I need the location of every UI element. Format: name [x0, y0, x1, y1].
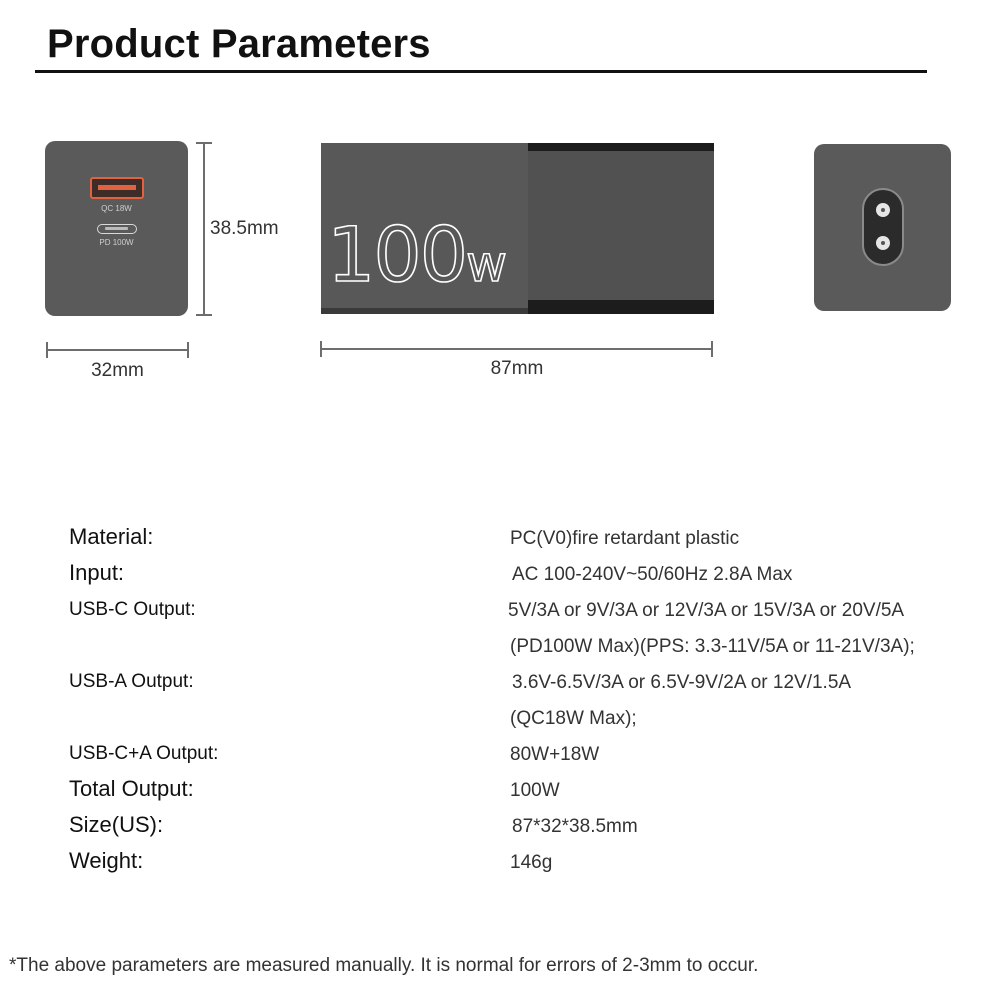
- spec-row-usb-a-output-cont: [69, 702, 969, 738]
- socket-pin-top: [876, 203, 890, 217]
- spec-key: Size(US):: [69, 812, 164, 837]
- side-body-right: [528, 143, 714, 314]
- spec-key: Total Output:: [69, 776, 194, 801]
- spec-value: 100W: [510, 780, 560, 801]
- width-dimension-label: 32mm: [91, 360, 144, 381]
- spec-row-size: [69, 810, 969, 846]
- width-dimension-cap-left: [46, 342, 48, 358]
- side-body-left-bottom-edge: [321, 308, 528, 314]
- usb-c-port-label: PD 100W: [99, 238, 134, 247]
- length-dimension-cap-left: [320, 341, 322, 357]
- length-dimension-line: [321, 348, 713, 350]
- height-dimension-cap-top: [196, 142, 212, 144]
- spec-row-input: [69, 558, 969, 594]
- height-dimension-cap-bottom: [196, 314, 212, 316]
- charger-side-view: [321, 143, 714, 314]
- usb-a-tongue: [98, 185, 136, 190]
- spec-value-continued: (PD100W Max)(PPS: 3.3-11V/5A or 11-21V/3A);: [510, 636, 915, 657]
- usb-a-port: [90, 177, 144, 199]
- socket-pin-bottom: [876, 236, 890, 250]
- usb-a-port-label: QC 18W: [101, 204, 132, 213]
- wattage-outline-text: [327, 210, 507, 299]
- spec-row-usb-ca-output: [69, 738, 969, 774]
- measurement-footnote: *The above parameters are measured manually. It is normal for errors of 2-3mm to occur.: [9, 955, 759, 976]
- spec-row-usb-a-output: [69, 666, 969, 702]
- spec-key: Material:: [69, 524, 154, 549]
- page-title: Product Parameters: [47, 22, 431, 66]
- spec-row-weight: [69, 846, 969, 882]
- wattage-unit: w: [466, 235, 507, 293]
- spec-row-total-output: [69, 774, 969, 810]
- charger-front-view: [45, 141, 188, 316]
- length-dimension-label: 87mm: [490, 358, 544, 379]
- spec-value: 146g: [510, 852, 553, 873]
- spec-value: 3.6V-6.5V/3A or 6.5V-9V/2A or 12V/1.5A: [512, 672, 852, 693]
- spec-value: 87*32*38.5mm: [512, 816, 638, 837]
- spec-value: AC 100-240V~50/60Hz 2.8A Max: [512, 564, 793, 585]
- spec-value: 80W+18W: [510, 744, 600, 765]
- side-body-right-bottom-edge: [528, 300, 714, 314]
- side-body-right-top-edge: [528, 143, 714, 151]
- spec-key: Weight:: [69, 848, 144, 873]
- length-dimension-cap-right: [711, 341, 713, 357]
- ac-socket-icon: [862, 188, 904, 266]
- spec-value: PC(V0)fire retardant plastic: [510, 528, 740, 549]
- spec-key: USB-C Output:: [69, 599, 196, 620]
- wattage-number: 100: [327, 210, 467, 299]
- spec-value-continued: (QC18W Max);: [510, 708, 637, 729]
- spec-key: USB-A Output:: [69, 671, 194, 692]
- spec-table: [69, 522, 969, 882]
- spec-value: 5V/3A or 9V/3A or 12V/3A or 15V/3A or 20V/5A: [508, 600, 905, 621]
- height-dimension-line: [203, 143, 205, 315]
- spec-row-usb-c-output: [69, 594, 969, 630]
- spec-key: Input:: [69, 560, 125, 585]
- usb-c-tongue: [105, 227, 128, 230]
- spec-row-usb-c-output-cont: [69, 630, 969, 666]
- spec-row-material: [69, 522, 969, 558]
- width-dimension-line: [46, 349, 189, 351]
- width-dimension-cap-right: [187, 342, 189, 358]
- charger-back-view: [814, 144, 951, 311]
- spec-key: USB-C+A Output:: [69, 743, 219, 764]
- usb-c-port: [97, 224, 137, 234]
- title-underline: [35, 70, 927, 73]
- height-dimension-label: 38.5mm: [210, 218, 279, 239]
